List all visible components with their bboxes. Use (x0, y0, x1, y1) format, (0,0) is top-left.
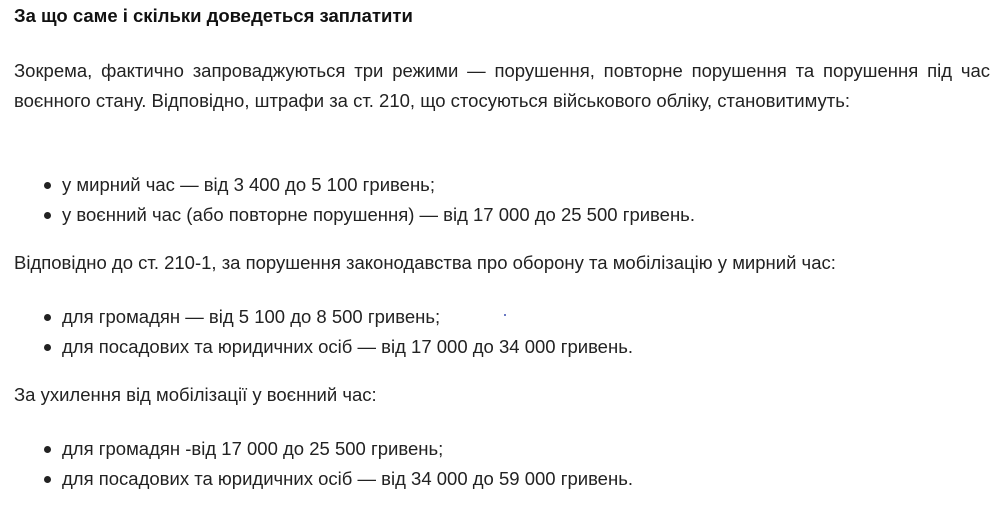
list-item (14, 200, 695, 230)
list-item-text: для посадових та юридичних осіб — від 17 000 до 34 000 гривень. (62, 336, 633, 357)
list-item-text: у воєнний час (або повторне порушення) — від 17 000 до 25 500 гривень. (62, 204, 695, 225)
bullet-icon (44, 212, 51, 219)
list-item-text: для посадових та юридичних осіб — від 34 000 до 59 000 гривень. (62, 468, 633, 489)
stray-dot (504, 314, 506, 316)
fines-list-210 (14, 170, 695, 230)
section-heading: За що саме і скільки доведеться заплатити (14, 5, 413, 26)
bullet-icon (44, 476, 51, 483)
fines-list-mobilization (14, 434, 633, 494)
bullet-icon (44, 446, 51, 453)
list-item-text: у мирний час — від 3 400 до 5 100 гривень; (62, 174, 435, 195)
bullet-icon (44, 344, 51, 351)
list-item (14, 302, 633, 332)
paragraph-210-1: Відповідно до ст. 210-1, за порушення законодавства про оборону та мобілізацію у мирний час: (14, 252, 836, 273)
bullet-icon (44, 314, 51, 321)
paragraph-mobilization: За ухилення від мобілізації у воєнний час: (14, 384, 377, 405)
bullet-icon (44, 182, 51, 189)
list-item-text: для громадян -від 17 000 до 25 500 гривень; (62, 438, 444, 459)
list-item (14, 434, 633, 464)
fines-list-210-1 (14, 302, 633, 362)
list-item (14, 332, 633, 362)
list-item-text: для громадян — від 5 100 до 8 500 гривень; (62, 306, 441, 327)
list-item (14, 170, 695, 200)
intro-paragraph: Зокрема, фактично запроваджуються три режими — порушення, повторне порушення та порушення під час воєнного стану. Відповідно, штрафи за ст. 210, що стосуються військового обліку, становитимуть: (14, 60, 990, 111)
list-item (14, 464, 633, 494)
